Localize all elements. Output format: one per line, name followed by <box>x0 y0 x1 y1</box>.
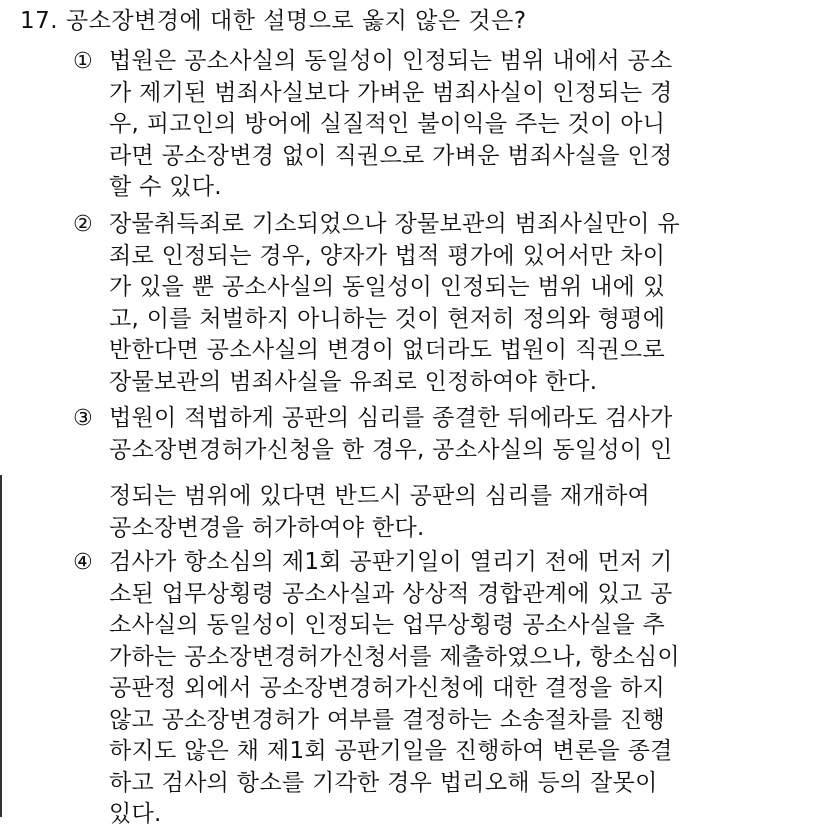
choice-3-line: 정되는 범위에 있다면 반드시 공판의 심리를 재개하여 <box>109 483 651 509</box>
choice-2-line: 장물취득죄로 기소되었으나 장물보관의 범죄사실만이 유 <box>109 211 680 237</box>
choice-3-line: 법원이 적법하게 공판의 심리를 종결한 뒤에라도 검사가 <box>109 405 673 431</box>
choice-4-line: 하지도 않은 채 제1회 공판기일을 진행하여 변론을 종결 <box>109 738 673 764</box>
choice-2-line: 가 있을 뿐 공소사실의 동일성이 인정되는 범위 내에 있 <box>109 274 666 300</box>
choice-4-line: 소된 업무상횡령 공소사실과 상상적 경합관계에 있고 공 <box>109 580 673 607</box>
choice-2-line: 반한다면 공소사실의 변경이 없더라도 법원이 직권으로 <box>109 337 665 363</box>
choice-2-line: 고, 이를 처벌하지 아니하는 것이 현저히 정의와 형평에 <box>109 305 666 332</box>
choice-1-line: 할 수 있다. <box>109 174 222 200</box>
choice-4-line: 않고 공소장변경허가 여부를 결정하는 소송절차를 진행 <box>109 706 665 733</box>
choice-3-marker: ③ <box>73 406 94 431</box>
left-margin-rule <box>0 475 2 817</box>
choice-2-marker: ② <box>73 212 94 237</box>
choice-4-line: 가하는 공소장변경허가신청서를 제출하였으나, 항소심이 <box>109 643 680 670</box>
choice-4 <box>73 547 680 831</box>
choice-4-line: 소사실의 동일성이 인정되는 업무상횡령 공소사실을 추 <box>109 612 665 638</box>
choice-1-line: 가 제기된 범죄사실보다 가벼운 범죄사실이 인정되는 경 <box>109 79 673 106</box>
choice-4-marker: ④ <box>73 550 94 575</box>
question-title: 17. 공소장변경에 대한 설명으로 옳지 않은 것은? <box>20 8 527 34</box>
choice-2-line: 장물보관의 범죄사실을 유죄로 인정하여야 한다. <box>109 368 598 395</box>
choice-1-line: 법원은 공소사실의 동일성이 인정되는 범위 내에서 공소 <box>109 48 673 74</box>
choice-3-line: 공소장변경허가신청을 한 경우, 공소사실의 동일성이 인 <box>109 436 673 463</box>
choice-2 <box>73 209 680 398</box>
choice-1 <box>73 46 673 204</box>
choice-4-line: 있다. <box>109 801 162 827</box>
choice-3-line: 공소장변경을 허가하여야 한다. <box>109 514 425 541</box>
choice-2-line: 죄로 인정되는 경우, 양자가 법적 평가에 있어서만 차이 <box>109 242 666 269</box>
choice-4-line: 하고 검사의 항소를 기각한 경우 법리오해 등의 잘못이 <box>109 769 658 796</box>
choice-3 <box>73 403 673 544</box>
choice-4-line: 공판정 외에서 공소장변경허가신청에 대한 결정을 하지 <box>109 675 665 701</box>
choice-1-marker: ① <box>73 49 94 74</box>
choice-4-line: 검사가 항소심의 제1회 공판기일이 열리기 전에 먼저 기 <box>109 549 673 575</box>
choice-1-line: 우, 피고인의 방어에 실질적인 불이익을 주는 것이 아니 <box>109 111 666 137</box>
choice-1-line: 라면 공소장변경 없이 직권으로 가벼운 범죄사실을 인정 <box>109 142 673 169</box>
